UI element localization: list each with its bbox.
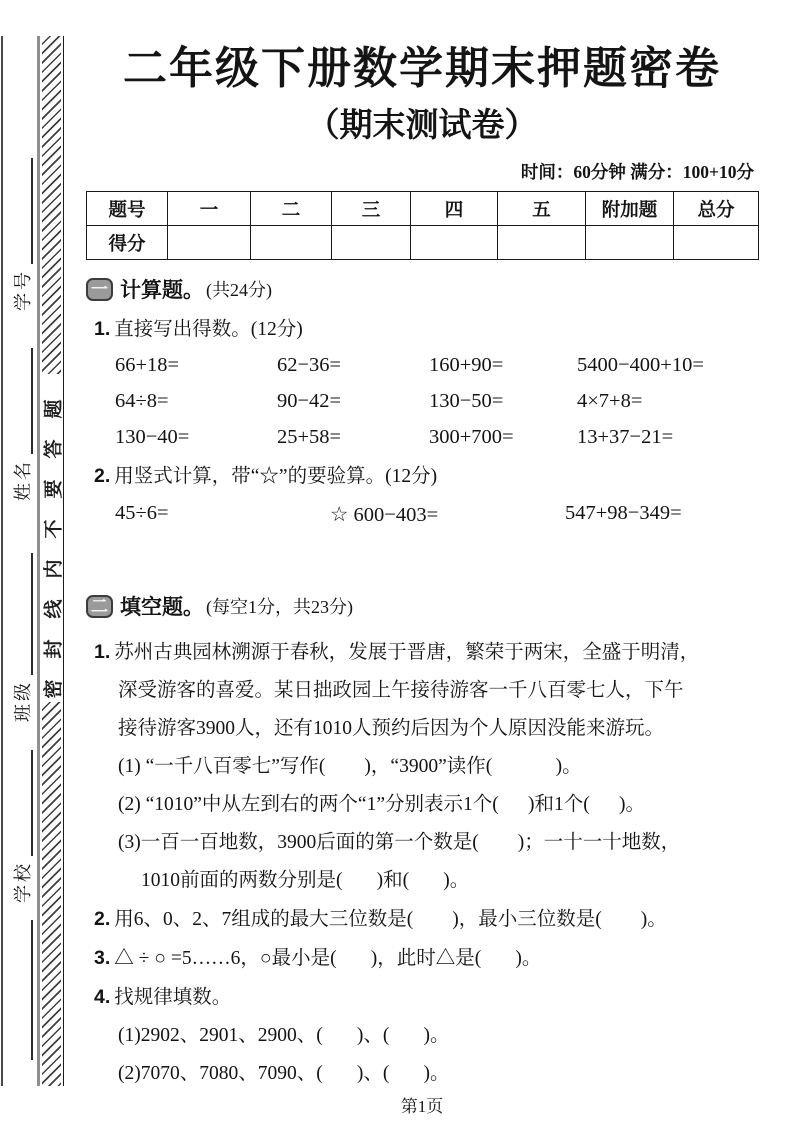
fill-q4 bbox=[86, 978, 758, 1017]
page-edge-line bbox=[1, 36, 3, 1086]
time-score-meta: 时间：60分钟 满分：100+10分 bbox=[520, 162, 754, 182]
math-problem: 13+37−21= bbox=[577, 426, 674, 448]
math-problem: 5400−400+10= bbox=[577, 354, 704, 376]
mental-math-grid bbox=[115, 354, 758, 449]
class-text: 班级 bbox=[13, 680, 33, 722]
score-cell bbox=[411, 226, 498, 260]
score-cell bbox=[251, 226, 332, 260]
q2-points: (12分) bbox=[385, 466, 438, 487]
section1-header bbox=[86, 274, 758, 304]
hatch-pattern-top bbox=[42, 36, 61, 374]
fill-q3-number: 3. bbox=[94, 947, 111, 969]
fill-q1-text1: 苏州古典园林溯源于春秋，发展于晋唐，繁荣于两宋，全盛于明清， bbox=[114, 642, 700, 663]
school-text: 学校 bbox=[13, 861, 33, 903]
score-col-1: 一 bbox=[168, 192, 251, 226]
score-cell bbox=[498, 226, 586, 260]
section2-title: 填空题。 bbox=[120, 596, 204, 619]
math-problem: 130−40= bbox=[115, 426, 190, 448]
student-id-text: 学号 bbox=[13, 269, 33, 311]
name-text: 姓名 bbox=[13, 459, 33, 501]
hatch-pattern-bottom bbox=[42, 702, 61, 1086]
math-problem: 66+18= bbox=[115, 354, 180, 376]
math-problem: 45÷6= bbox=[115, 502, 169, 524]
math-problem: 4×7+8= bbox=[577, 390, 643, 412]
page-subtitle: （期末测试卷） bbox=[306, 106, 538, 143]
fill-q2 bbox=[86, 900, 758, 939]
score-col-2: 二 bbox=[251, 192, 332, 226]
score-table-header-row bbox=[87, 192, 759, 226]
score-col-total: 总分 bbox=[674, 192, 759, 226]
math-problem: 25+58= bbox=[277, 426, 342, 448]
school-label bbox=[5, 856, 39, 908]
student-id-label bbox=[5, 264, 39, 316]
fill-q4-sub1: (1)2902、2901、2900、( )、( )。 bbox=[118, 1025, 450, 1046]
fill-q4-text: 找规律填数。 bbox=[114, 987, 232, 1008]
fill-q1-sub3-line1: (3)一百一百地数，3900后面的第一个数是( )；一十一十地数， bbox=[118, 832, 681, 853]
score-table-score-row bbox=[87, 226, 759, 260]
score-col-bonus: 附加题 bbox=[586, 192, 674, 226]
score-table bbox=[86, 191, 759, 260]
fill-q1-sub1: (1) “一千八百零七”写作( )，“3900”读作( )。 bbox=[118, 756, 582, 777]
math-problem-starred: ☆ 600−403= bbox=[330, 504, 439, 526]
fill-q2-text: 用6、0、2、7组成的最大三位数是( )，最小三位数是( )。 bbox=[114, 909, 667, 930]
fill-q1-sub3-line2: 1010前面的两数分别是( )和( )。 bbox=[141, 870, 470, 891]
math-problem: 160+90= bbox=[429, 354, 504, 376]
fill-q3 bbox=[86, 939, 758, 978]
page-number: 第1页 bbox=[400, 1097, 444, 1116]
fill-q2-number: 2. bbox=[94, 908, 111, 930]
seal-band bbox=[37, 36, 64, 1086]
score-col-label: 题号 bbox=[87, 192, 168, 226]
score-cell bbox=[674, 226, 759, 260]
score-cell bbox=[586, 226, 674, 260]
seal-line-text: 密封线内不要答题 bbox=[43, 377, 65, 699]
fill-q4-number: 4. bbox=[94, 986, 111, 1008]
page-title: 二年级下册数学期末押题密卷 bbox=[123, 44, 721, 93]
q2-text: 用竖式计算，带“☆”的要验算。 bbox=[114, 466, 386, 487]
math-problem: 130−50= bbox=[429, 390, 504, 412]
fill-q1-sub2: (2) “1010”中从左到右的两个“1”分别表示1个( )和1个( )。 bbox=[118, 794, 645, 815]
score-cell bbox=[332, 226, 411, 260]
seal-line-text-area bbox=[40, 374, 63, 702]
fill-q3-text: △ ÷ ○ =5……6，○最小是( )，此时△是( )。 bbox=[114, 948, 542, 969]
school-blank-line bbox=[31, 750, 33, 856]
math-problem: 90−42= bbox=[277, 390, 342, 412]
fill-q1-number: 1. bbox=[94, 641, 111, 663]
score-row-label: 得分 bbox=[87, 226, 168, 260]
math-problem: 62−36= bbox=[277, 354, 342, 376]
section1-title: 计算题。 bbox=[120, 279, 204, 302]
fill-q4-sub2: (2)7070、7080、7090、( )、( )。 bbox=[118, 1063, 450, 1084]
section2-number-badge: 二 bbox=[86, 595, 113, 618]
section1-points: (共24分) bbox=[206, 280, 272, 300]
score-col-4: 四 bbox=[411, 192, 498, 226]
fill-q1-line3: 接待游客3900人，还有1010人预约后因为个人原因没能来游玩。 bbox=[118, 718, 665, 739]
section1-number-badge: 一 bbox=[86, 278, 113, 301]
section1-q1-prompt bbox=[86, 316, 758, 343]
q1-number: 1. bbox=[94, 318, 111, 340]
math-problem: 300+700= bbox=[429, 426, 514, 448]
fill-q1-line2: 深受游客的喜爱。某日拙政园上午接待游客一千八百零七人，下午 bbox=[118, 680, 684, 701]
bottom-blank-line bbox=[31, 920, 33, 1060]
student-id-blank-line bbox=[31, 158, 33, 264]
section2-points: (每空1分，共23分) bbox=[206, 597, 353, 617]
math-problem: 64÷8= bbox=[115, 390, 169, 412]
class-label bbox=[5, 675, 39, 727]
name-label bbox=[5, 454, 39, 506]
name-blank-line bbox=[31, 348, 33, 454]
score-col-5: 五 bbox=[498, 192, 586, 226]
q2-number: 2. bbox=[94, 465, 111, 487]
q1-points: (12分) bbox=[250, 319, 303, 340]
math-problem: 547+98−349= bbox=[565, 502, 682, 524]
exam-content bbox=[86, 30, 758, 1118]
section2-header bbox=[86, 591, 758, 621]
score-col-3: 三 bbox=[332, 192, 411, 226]
section1-q2-prompt bbox=[86, 463, 758, 490]
class-blank-line bbox=[31, 553, 33, 675]
vertical-calc-row bbox=[115, 502, 758, 527]
fill-q1-line1 bbox=[86, 633, 758, 672]
score-cell bbox=[168, 226, 251, 260]
q1-text: 直接写出得数。 bbox=[114, 319, 251, 340]
